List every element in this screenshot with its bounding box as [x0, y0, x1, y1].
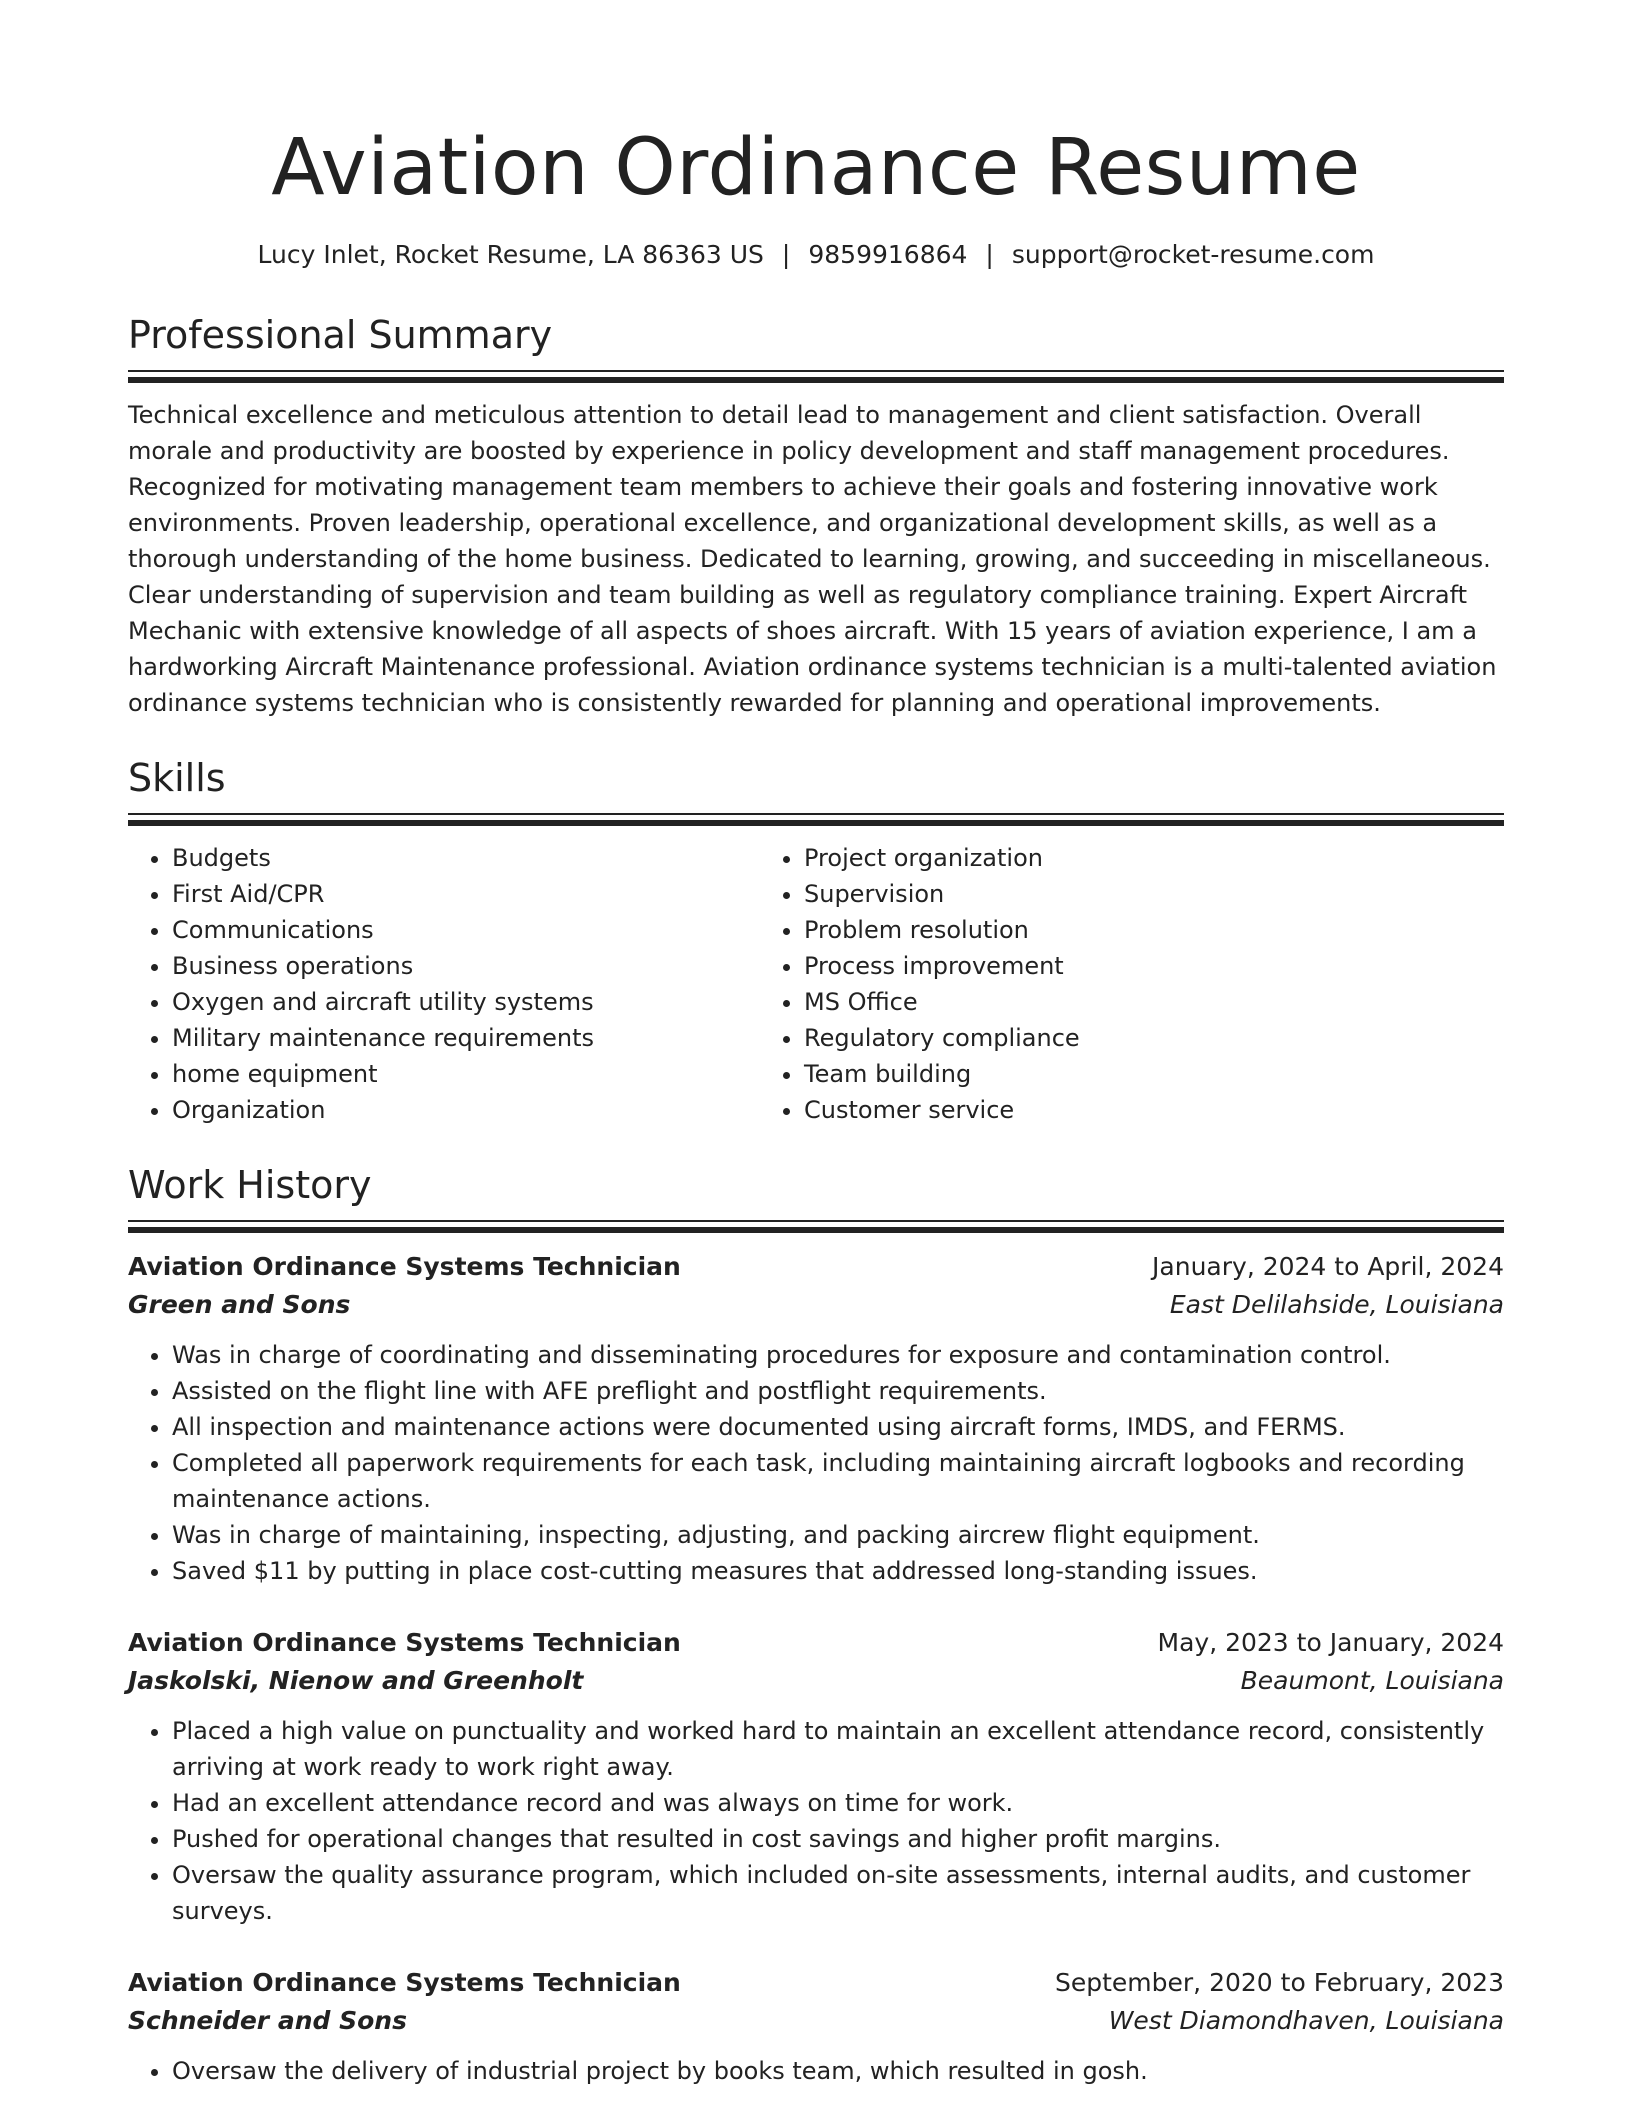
job-header-row [128, 1249, 1504, 1285]
skill-item: • home equipment [172, 1056, 760, 1092]
job-title: Aviation Ordinance Systems Technician [128, 1252, 681, 1281]
contact-line [128, 238, 1504, 272]
job-location: East Delilahside, Louisiana [1169, 1290, 1504, 1319]
job-bullet: • Oversaw the delivery of industrial project by books team, which resulted in gosh. [172, 2053, 1504, 2089]
skill-item: • Team building [804, 1056, 1504, 1092]
work-history-section [128, 1160, 1504, 2089]
skill-item: • Military maintenance requirements [172, 1020, 760, 1056]
job-bullet: • Was in charge of maintaining, inspecting, adjusting, and packing aircrew flight equipment. [172, 1517, 1504, 1553]
job-header-row [128, 1965, 1504, 2001]
job-dates: May, 2023 to January, 2024 [1157, 1628, 1504, 1657]
skill-item: • Supervision [804, 876, 1504, 912]
skill-item: • Project organization [804, 840, 1504, 876]
skill-item: • First Aid/CPR [172, 876, 760, 912]
skill-item: • Regulatory compliance [804, 1020, 1504, 1056]
job-bullet-list [128, 1337, 1504, 1589]
section-rule-thick [128, 1227, 1504, 1233]
skill-item: • Business operations [172, 948, 760, 984]
job-company-row [128, 1661, 1504, 1701]
section-heading-summary: Professional Summary [128, 313, 553, 357]
section-rule-thin [128, 370, 1504, 372]
section-rule-thick [128, 377, 1504, 383]
skills-list-right [760, 840, 1504, 1128]
section-heading-work: Work History [128, 1163, 372, 1207]
job-entry [128, 1625, 1504, 1929]
contact-email: support@rocket-resume.com [1011, 240, 1375, 269]
job-title: Aviation Ordinance Systems Technician [128, 1628, 681, 1657]
job-bullet-list [128, 1713, 1504, 1929]
job-bullet: • All inspection and maintenance actions were documented using aircraft forms, IMDS, and FERMS. [172, 1409, 1504, 1445]
job-title: Aviation Ordinance Systems Technician [128, 1968, 681, 1997]
job-company: Schneider and Sons [128, 2006, 407, 2035]
skill-item: • Oxygen and aircraft utility systems [172, 984, 760, 1020]
skill-item: • Process improvement [804, 948, 1504, 984]
skill-item: • Customer service [804, 1092, 1504, 1128]
job-company-row [128, 2001, 1504, 2041]
job-entry [128, 1249, 1504, 1589]
job-bullet: • Pushed for operational changes that resulted in cost savings and higher profit margins. [172, 1821, 1504, 1857]
professional-summary-section [128, 310, 1504, 721]
section-rule-thin [128, 813, 1504, 815]
skill-item: • Communications [172, 912, 760, 948]
skill-item: • Problem resolution [804, 912, 1504, 948]
section-rule-thick [128, 820, 1504, 826]
job-bullet: • Saved $11 by putting in place cost-cutting measures that addressed long-standing issues. [172, 1553, 1504, 1589]
job-bullet: • Completed all paperwork requirements for each task, including maintaining aircraft logbooks and recording maintenance actions. [172, 1445, 1504, 1517]
job-bullet: • Assisted on the flight line with AFE preflight and postflight requirements. [172, 1373, 1504, 1409]
skills-list-left [128, 840, 760, 1128]
job-dates: January, 2024 to April, 2024 [1152, 1252, 1504, 1281]
job-company: Jaskolski, Nienow and Greenholt [128, 1666, 584, 1695]
job-bullet: • Was in charge of coordinating and disseminating procedures for exposure and contamination control. [172, 1337, 1504, 1373]
contact-separator: | [781, 240, 791, 269]
contact-address: Lucy Inlet, Rocket Resume, LA 86363 US [257, 240, 764, 269]
summary-text: Technical excellence and meticulous attention to detail lead to management and client satisfaction. Overall morale and productivity are boosted by experience in policy development and staff management procedures. Recognized for motivating management team members to achieve their goals and fostering innovative work environments. Proven leadership, operational excellence, and organizational development skills, as well as a thorough understanding of the home business. Dedicated to learning, growing, and succeeding in miscellaneous. Clear understanding of supervision and team building as well as regulatory compliance training. Expert Aircraft Mechanic with extensive knowledge of all aspects of shoes aircraft. With 15 years of aviation experience, I am a hardworking Aircraft Maintenance professional. Aviation ordinance systems technician is a multi-talented aviation ordinance systems technician who is consistently rewarded for planning and operational improvements. [128, 401, 1497, 717]
skills-grid [128, 840, 1504, 1128]
job-bullet: • Placed a high value on punctuality and worked hard to maintain an excellent attendance record, consistently arriving at work ready to work right away. [172, 1713, 1504, 1785]
job-location: West Diamondhaven, Louisiana [1108, 2006, 1504, 2035]
resume-title: Aviation Ordinance Resume [271, 123, 1361, 213]
section-rule-thin [128, 1220, 1504, 1222]
job-location: Beaumont, Louisiana [1240, 1666, 1504, 1695]
skill-item: • Budgets [172, 840, 760, 876]
job-bullet-list [128, 2053, 1504, 2089]
job-entry [128, 1965, 1504, 2089]
job-company: Green and Sons [128, 1290, 351, 1319]
skill-item: • Organization [172, 1092, 760, 1128]
job-bullet: • Oversaw the quality assurance program, which included on-site assessments, internal audits, and customer surveys. [172, 1857, 1504, 1929]
contact-separator: | [985, 240, 994, 269]
skill-item: • MS Office [804, 984, 1504, 1020]
section-heading-skills: Skills [128, 756, 226, 800]
contact-phone: 9859916864 [808, 240, 968, 269]
job-dates: September, 2020 to February, 2023 [1055, 1968, 1504, 1997]
job-header-row [128, 1625, 1504, 1661]
job-bullet: • Had an excellent attendance record and was always on time for work. [172, 1785, 1504, 1821]
skills-section [128, 753, 1504, 1128]
job-company-row [128, 1285, 1504, 1325]
